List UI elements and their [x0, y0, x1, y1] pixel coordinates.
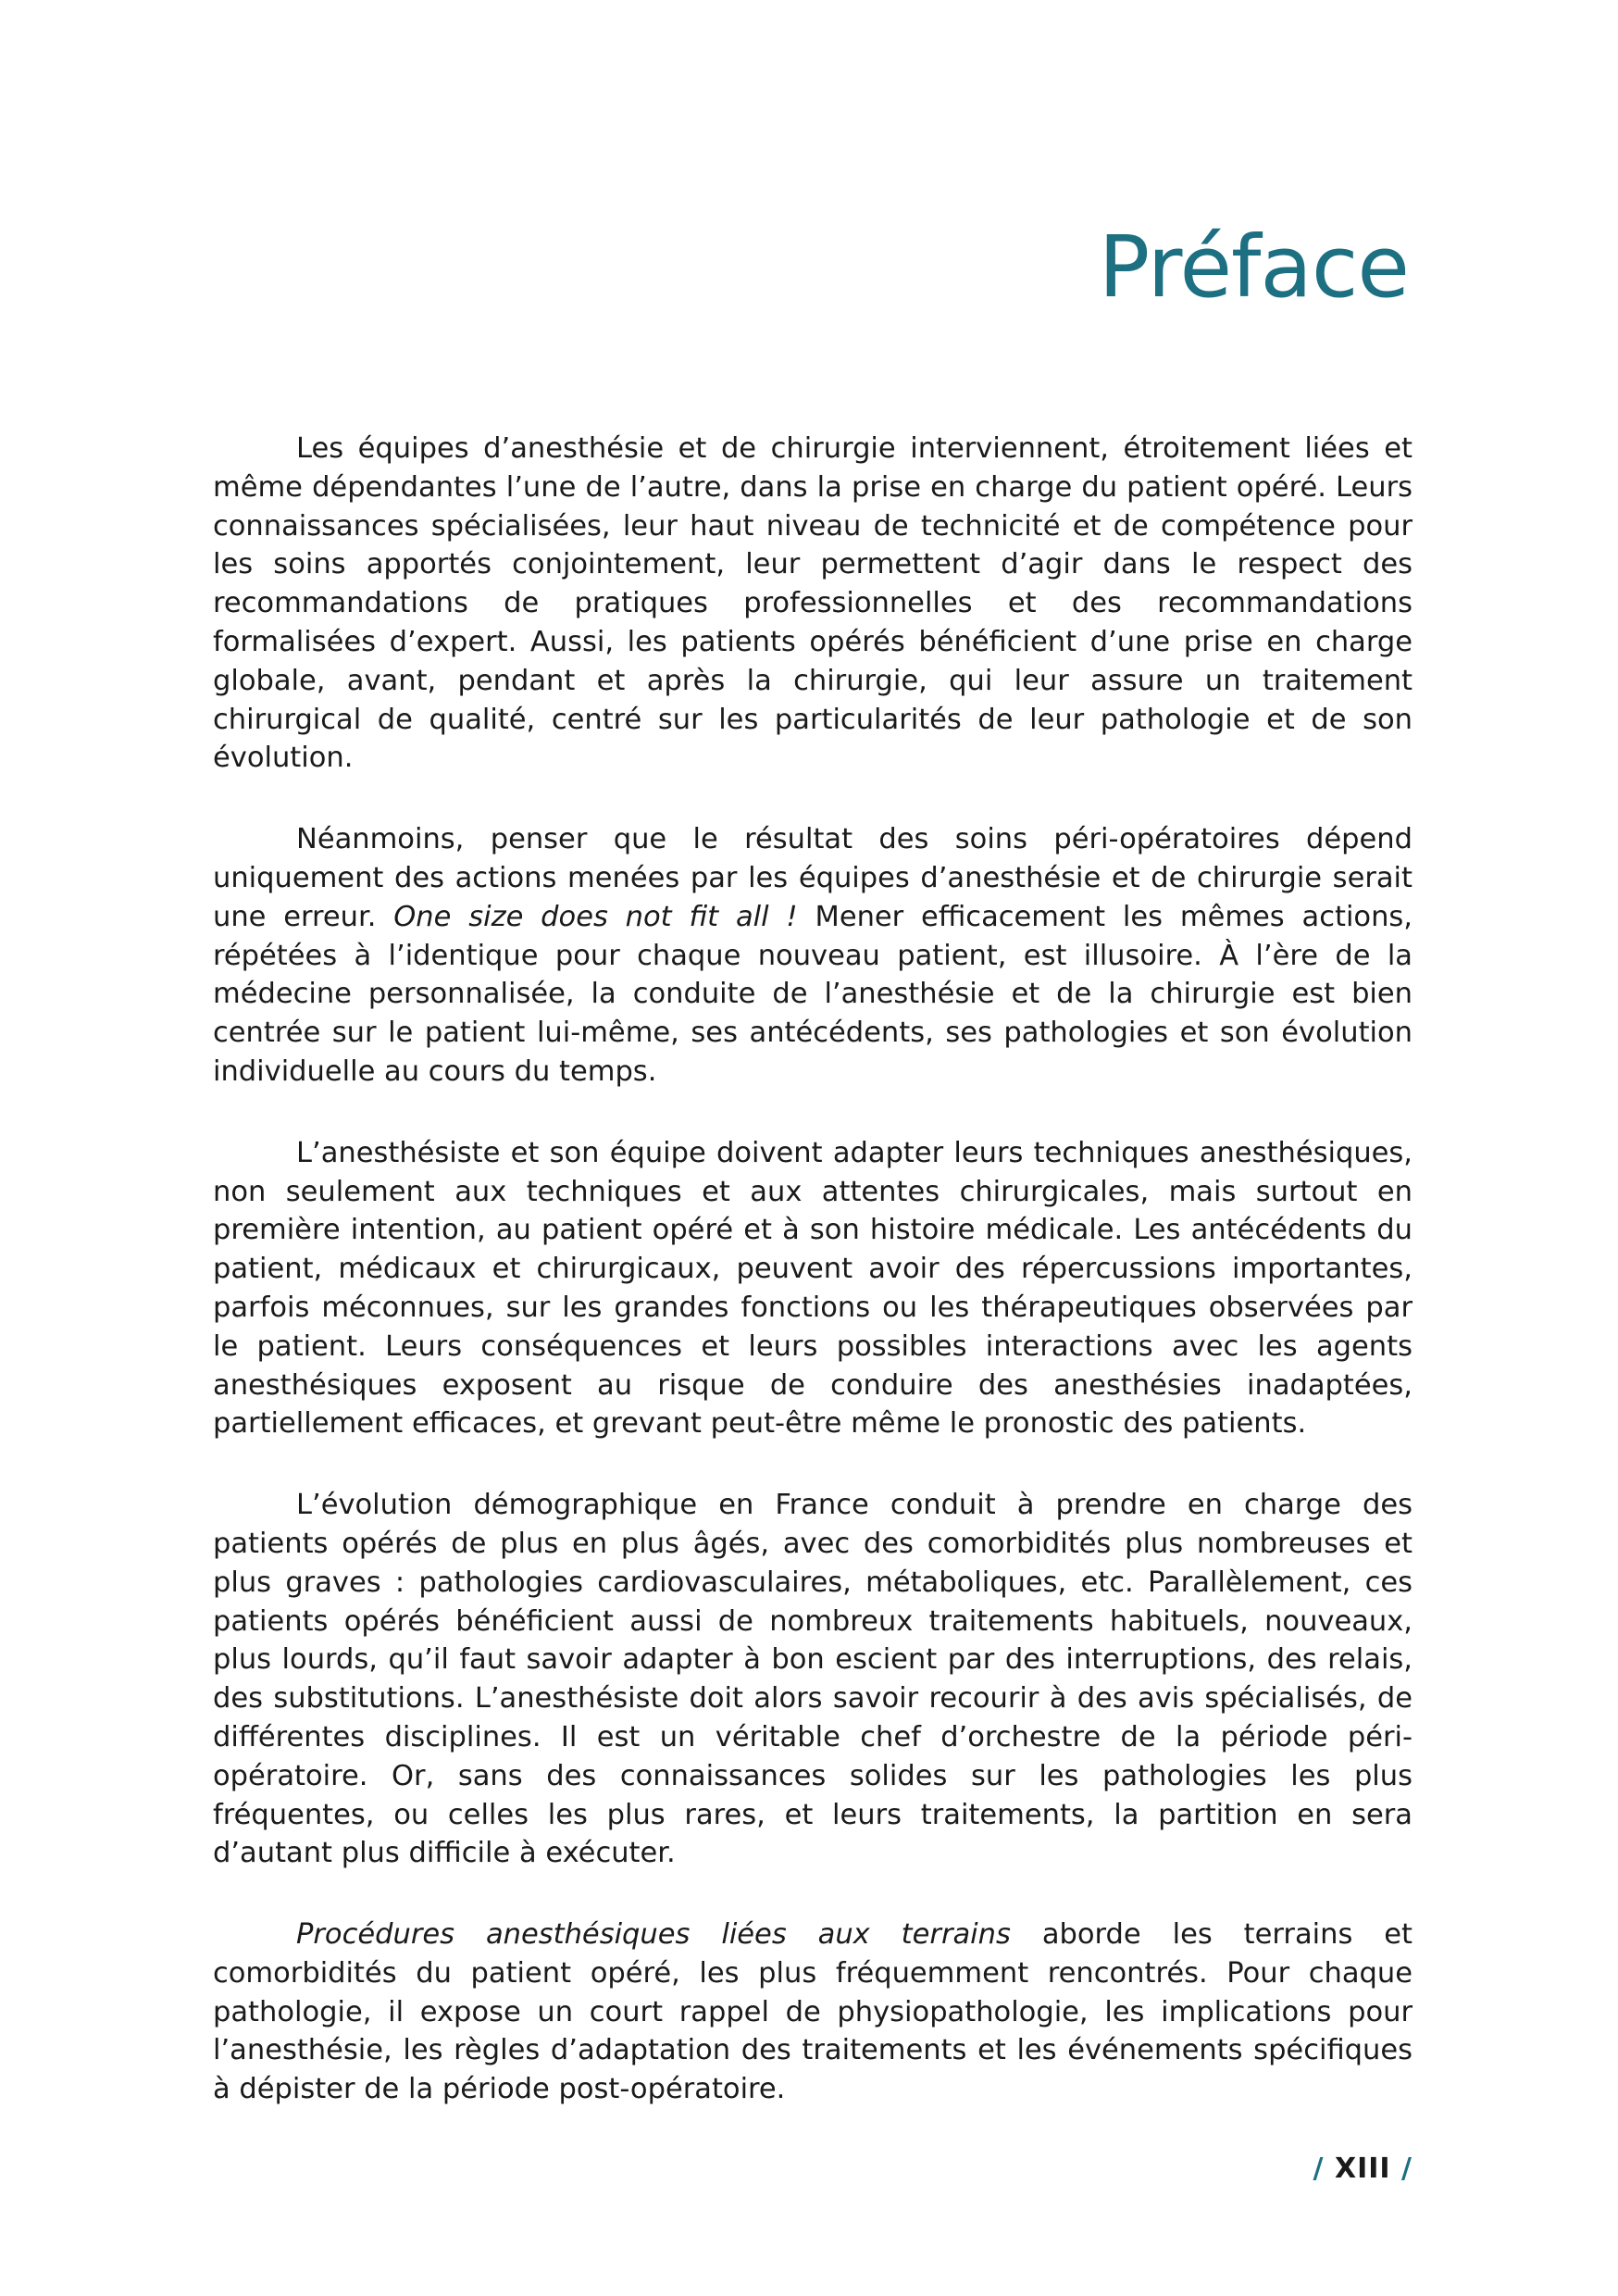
- paragraph-2: [213, 820, 1413, 1092]
- page-number-suffix: /: [1401, 2152, 1413, 2185]
- book-title-emphasis: Procédures anesthésiques liées aux terrains: [296, 1918, 1011, 1952]
- paragraph-2-text-b: Mener efficacement les mêmes actions, répétées à l’identique pour chaque nouveau patient, est illusoire. À l’ère de la médecine personnalisée, la conduite de l’anesthésie et de la chirurgie est bien centrée sur le patient lui-même, ses antécédents, ses pathologies et son évolution individuelle au cours du temps.: [213, 900, 1413, 1088]
- paragraph-2-text-a: Néanmoins, penser que le résultat des soins péri-opératoires dépend uniquement des actions menées par les équipes d’anesthésie et de chirurgie serait une erreur.: [213, 823, 1413, 933]
- page-title: Préface: [1098, 218, 1409, 317]
- paragraph-4: L’évolution démographique en France conduit à prendre en charge des patients opérés de plus en plus âgés, avec des comorbidités plus nombreuses et plus graves : pathologies cardiovasculaires, métaboliques, etc. Parallèlement, ces patients opérés bénéficient aussi de nombreux traitements habituels, nouveaux, plus lourds, qu’il faut savoir adapter à bon escient par des interruptions, des relais, des substitutions. L’anesthésiste doit alors savoir recourir à des avis spécialisés, de différentes disciplines. Il est un véritable chef d’orchestre de la période péri-opératoire. Or, sans des connaissances solides sur les pathologies les plus fréquentes, ou celles les plus rares, et leurs traitements, la partition en sera d’autant plus difficile à exécuter.: [213, 1489, 1413, 1870]
- page-number-value: XIII: [1334, 2152, 1391, 2185]
- paragraph-3: L’anesthésiste et son équipe doivent adapter leurs techniques anesthésiques, non seulement aux techniques et aux attentes chirurgicales, mais surtout en première intention, au patient opéré et à son histoire médicale. Les antécédents du patient, médicaux et chirurgicaux, peuvent avoir des répercussions importantes, parfois méconnues, sur les grandes fonctions ou les thérapeutiques observées par le patient. Leurs conséquences et leurs possibles interactions avec les agents anesthésiques exposent au risque de conduire des anesthésies inadaptées, partiellement efficaces, et grevant peut-être même le pronostic des patients.: [213, 1136, 1413, 1441]
- paragraph-2-emphasis: One size does not fit all !: [393, 900, 798, 933]
- paragraph-5: [213, 1915, 1413, 2109]
- page-number: [1313, 2152, 1413, 2185]
- page-number-prefix: /: [1313, 2152, 1325, 2185]
- paragraph-1: Les équipes d’anesthésie et de chirurgie interviennent, étroitement liées et même dépendantes l’une de l’autre, dans la prise en charge du patient opéré. Leurs connaissances spécialisées, leur haut niveau de technicité et de compétence pour les soins apportés conjointement, leur permettent d’agir dans le respect des recommandations de pratiques professionnelles et des recommandations formalisées d’expert. Aussi, les patients opérés bénéficient d’une prise en charge globale, avant, pendant et après la chirurgie, qui leur assure un traitement chirurgical de qualité, centré sur les particularités de leur pathologie et de son évolution.: [213, 432, 1413, 775]
- paragraph-5-text: aborde les terrains et comorbidités du patient opéré, les plus fréquemment rencontrés. Pour chaque pathologie, il expose un court rappel de physiopathologie, les implications pour l’anesthésie, les règles d’adaptation des traitements et les événements spécifiques à dépister de la période post-opératoire.: [213, 1918, 1413, 2106]
- preface-body: [213, 430, 1413, 2152]
